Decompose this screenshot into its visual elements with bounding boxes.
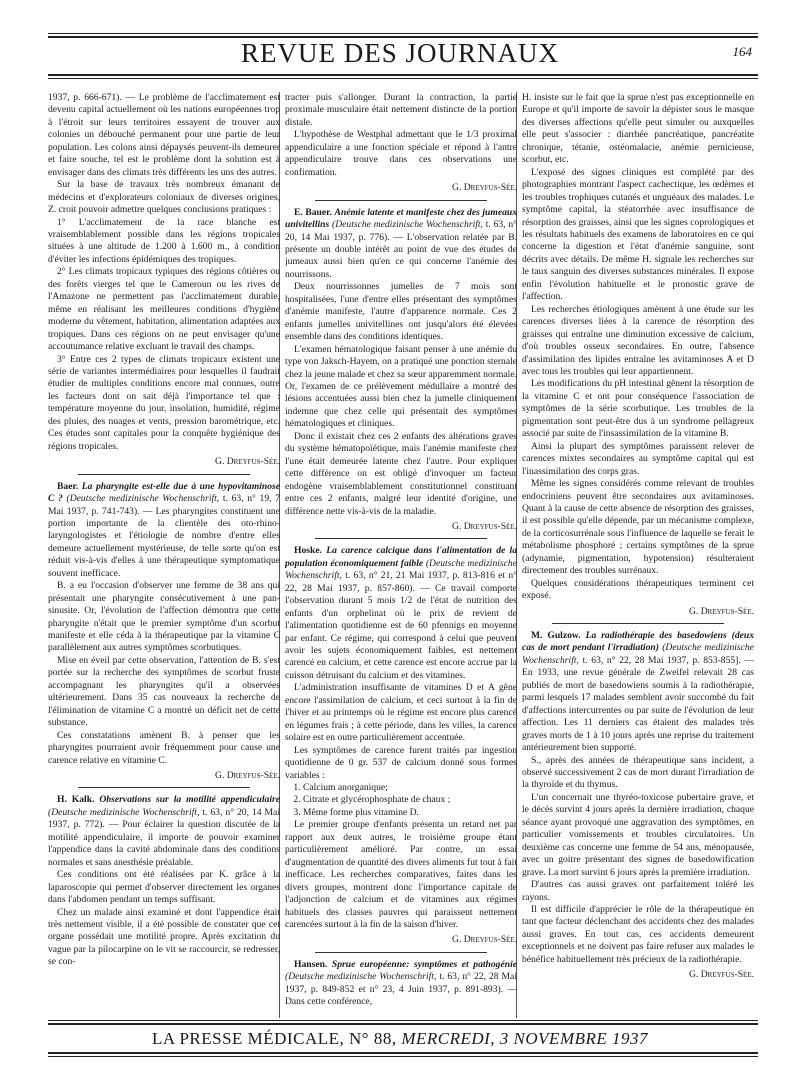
article-reference: t. 63, n° 21, 21 Mai 1937, p. 813-816 et n° 22, 28 Mai 1937, p. 857-860). — Ce travail comporte l'observation durant 5 mois 1/2 de l'état de nutrition des enfants d'un orphelinat où le prix de revient de l'alimentation quotidienne est de 60 pfennigs en moyenne par enfant. Ce régime, qui correspond à celui que peuvent avoir les sujets économiquement faibles, est nettement carencé en calcium, et cette carence est encore accrue par la cuisson détruisant du calcium et des vitamines.	[285, 570, 517, 681]
paragraph: Deux nourrissonnes jumelles de 7 mois sont hospitalisées, l'une d'entre elles présentant des symptômes d'anémie manifeste, l'autre d'apparence normale. Ces 2 enfants jumelles univitellines ont jusqu'alors été élevées ensemble dans des conditions identiques.	[285, 281, 517, 343]
article-title: Anémie latente et manifeste chez des jumeaux univitellins	[285, 206, 517, 231]
author-signature: G. Dreyfus-Sée.	[452, 934, 517, 946]
paragraph: B. a eu l'occasion d'observer une femme de 38 ans qui présentait une pharyngite consécutivement à une pan-sinusite. Or, l'évolution de l'affection démontra que cette pharyngite n'était que le premier symptôme d'un scorbut manifeste et elle céda à la thérapeutique par la vitamine C parallèlement aux autres symptômes scorbutiques.	[48, 580, 280, 654]
paragraph: 1° L'acclimatement de la race blanche est vraisemblablement possible dans les régions tropicales situées à une altitude de 1.200 à 1.600 m., à condition d'éviter les infections épidémiques des tropiques.	[48, 216, 280, 265]
article-title: La carence calcique dans l'alimentation de la population économiquement faible	[285, 545, 517, 569]
bottom-rule-thick	[48, 1052, 758, 1054]
article-author: Hoske.	[294, 545, 322, 557]
article-author: E. Bauer.	[294, 206, 332, 218]
article-separator	[78, 787, 250, 788]
paragraph: 2° Les climats tropicaux typiques des régions côtières ou des forêts vierges tel que le Cameroun ou les rives de l'Amazone ne permettent pas l'acclimatement durable, même en réalisant les meilleures conditions d'hygiène moderne du vêtement, habitation, alimentation adaptées aux tropiques. Dans ces régions on ne peut envisager qu'une accoutumance relative excluant le travail des champs.	[48, 266, 280, 353]
author-signature: G. Dreyfus-Sée.	[689, 605, 754, 617]
article-separator	[552, 623, 724, 624]
paragraph: H. insiste sur le fait que la sprue n'est pas exceptionnelle en Europe et qu'il importe de savoir la dépister sous le masque des diverses affections qu'elle peut simuler ou auxquelles elle peut s'associer : diarrhée pancréatique, pancréatite chronique, tétanie, ostéomalacie, anémie pernicieuse, scorbut, etc.	[522, 92, 754, 166]
article-reference: t. 63, n° 19, 7 Mai 1937, p. 741-743). — Les pharyngites constituent une portion importante de la clientèle des oto-rhino-laryngologistes et l'étiologie de nombre d'entre elles demeure actuellement mystérieuse, de telle sorte qu'on est réduit vis-à-vis d'elles à une thérapeutique symptomatique souvent inefficace.	[48, 493, 280, 579]
footer-date: MERCREDI, 3 NOVEMBRE 1937	[401, 1029, 649, 1048]
paragraph: L'administration insuffisante de vitamines D et A gêne encore l'assimilation de calcium, et ceci surtout à la fin de l'hiver et au printemps où le régime est encore plus carencé en légumes frais ; à cette période, dans les villes, la carence solaire est en outre particulièrement accentuée.	[285, 682, 517, 744]
paragraph: Mise en éveil par cette observation, l'attention de B. s'est portée sur la recherche des symptômes de scorbut fruste accompagnant les pharyngites qu'il a observées ultérieurement. Dans 35 cas nouveaux la recherche de l'élimination de vitamine C a montré un déficit net de cette substance.	[48, 654, 280, 729]
paragraph: Les symptômes de carence furent traités par ingestion quotidienne de 0 gr. 537 de calcium donné sous formes variables :	[285, 744, 517, 781]
paragraph: L'hypothèse de Westphal admettant que le 1/3 proximal appendiculaire a une fonction spéciale et répond à l'antre appendiculaire trouve dans ces observations une confirmation.	[285, 129, 517, 178]
article-header	[285, 959, 517, 1009]
article-header	[285, 545, 517, 682]
masthead-title: REVUE DES JOURNAUX	[240, 38, 559, 68]
list-item: 2. Citrate et glycérophosphate de chaux ;	[303, 794, 517, 806]
paragraph: Le premier groupe d'enfants présenta un retard net par rapport aux deux autres, le troisième groupe étant particulièrement amélioré. Par contre, un essai d'augmentation de quantité des divers aliments fut tout à fait inefficace. Les recherches comparatives, faites dans les divers groupes, montrent donc l'importance capitale de l'adjonction de calcium et de vitamines aux régimes habituels des classes pauvres qui paraissent nettement carencées surtout à la fin de la saison d'hiver.	[285, 819, 517, 930]
article-reference: t. 63, n° 22, 28 Mai 1937, p. 849-852 et n° 23, 4 Juin 1937, p. 891-893). — Dans cette conférence,	[285, 971, 517, 1008]
article-header	[522, 630, 754, 755]
paragraph: 1937, p. 666-671). — Le problème de l'acclimatement est devenu capital actuellement où les nations européennes trop à l'étroit sur leurs territoires essayent de trouver aux colonies un débouché permanent pour une partie de leur population. Les colons ainsi dépaysés peuvent-ils demeurer et faire souche, tel est le problème dont la solution est à envisager dans des climats très différents les uns des autres.	[48, 92, 280, 178]
bottom-rule-thin	[48, 1056, 758, 1057]
paragraph: 3° Entre ces 2 types de climats tropicaux existent une série de variantes intermédiaires pour lesquelles il faudrait étudier de multiples conditions encore mal connues, outre les facteurs dont on sait déjà l'importance tel que : température moyenne du jour, insolation, humidité, régime des pluies, des nuages et vents, pression barométrique, etc. Ces études sont capitales pour la conquête hygiénique des régions tropicales.	[48, 353, 280, 452]
paragraph: Chez un malade ainsi examiné et dont l'appendice était très nettement visible, il a été possible de constater que cet organe possédait une motilité propre. Après excitation du vague par la pilocarpine on le vit se raccourcir, se redresser, se con-	[48, 906, 280, 968]
column-2	[285, 92, 517, 1018]
footer-journal: LA PRESSE MÉDICALE, N° 88,	[151, 1029, 397, 1048]
footer-rule-thin	[48, 1020, 758, 1021]
article-reference: t. 63, n° 20, 14 Mai 1937, p. 776). — L'observation relatée par B. présente un double intérêt au point de vue des études de jumeaux aussi bien qu'en ce qui concerne l'anémie des nourrissons.	[285, 219, 517, 280]
article-separator	[78, 474, 250, 475]
article-journal: (Deutsche medizinische Wochenschrift,	[285, 971, 437, 983]
paragraph: L'exposé des signes cliniques est complété par des photographies montrant l'aspect cachectique, les œdèmes et les troubles trophiques cutanés et unguéaux des malades. Le symptôme capital, la stéatorrhée avec insuffisance de résorption des graisses, ainsi que les signes coprologiques et les résultats habituels des examens de laboratoires en ce qui concerne la digestion et l'état d'anémie sanguine, sont décrits avec détails. De même H. signale les recherches sur le taux sanguin des diverses substances minérales. Il expose enfin l'évolution habituelle et le pronostic grave de l'affection.	[522, 166, 754, 303]
article-journal: (Deutsche medizinische Wochenschrift,	[332, 219, 483, 231]
article-journal: (Deutsche medizinische Wochenschrift,	[48, 806, 200, 818]
article-journal: (Deutsche medizinische Wochenschrift,	[522, 642, 754, 666]
author-signature: G. Dreyfus-Sée.	[689, 969, 754, 981]
author-signature: G. Dreyfus-Sée.	[452, 520, 517, 532]
article-title: Observations sur la motilité appendiculaire	[99, 794, 280, 806]
paragraph: Même les signes considérés comme relevant de troubles endocriniens peuvent être secondaires aux avitaminoses. Quant à la cause de cette absence de résorption des graisses, il est possible qu'elle dépende, par un mécanisme complexe, de la corticosurrénale sous l'influence de laquelle se ferait le métabolisme phosphoré ; certains symptômes de la sprue (adynamie, pigmentation, hypotension) résulteraient directement des troubles surrénaux.	[522, 478, 754, 577]
paragraph: S., après des années de thérapeutique sans incident, a observé successivement 2 cas de mort durant l'irradiation de la thyroïde et du thymus.	[522, 754, 754, 791]
column-1	[48, 92, 280, 1018]
article-title: La pharyngite est-elle due à une hypovitaminose C ?	[48, 480, 280, 505]
footer-line	[0, 1029, 800, 1049]
column-3	[522, 92, 754, 1018]
article-author: M. Gulzow.	[531, 630, 581, 642]
paragraph: Sur la base de travaux très nombreux émanant de médecins et d'explorateurs coloniaux de diverses origines, Z. croit pouvoir admettre quelques conclusions pratiques :	[48, 179, 280, 216]
author-signature: G. Dreyfus-Sée.	[215, 456, 280, 468]
paragraph: L'examen hématologique faisant penser à une anémie du type von Jaksch-Hayem, on a pratiqué une ponction sternale chez la jeune malade et chez sa sœur apparemment normale. Or, l'examen de ce prélèvement médullaire a montré des lésions accentuées aussi bien chez la jumelle cliniquement indemne que chez celle qui présentait des symptômes hématologiques et cliniques.	[285, 343, 517, 430]
page-number: 164	[732, 44, 752, 59]
article-separator	[315, 538, 487, 539]
paragraph: Les modifications du pH intestinal gênent la résorption de la vitamine C et ont pour conséquence l'association de symptômes de la série scorbutique. Les troubles de la pigmentation sont peut-être dus à un syndrome pellagreux associé par suite de l'insassimilation de la vitamine B.	[522, 378, 754, 440]
author-signature: G. Dreyfus-Sée.	[452, 182, 517, 194]
list-item: 3. Même forme plus vitamine D.	[303, 807, 517, 819]
paragraph: Quelques considérations thérapeutiques terminent cet exposé.	[522, 577, 754, 602]
paragraph: tracter puis s'allonger. Durant la contraction, la partie proximale musculaire était nettement distincte de la portion distale.	[285, 92, 517, 128]
paragraph: D'autres cas aussi graves ont parfaitement toléré les rayons.	[522, 879, 754, 903]
paragraph: Il est difficile d'apprécier le rôle de la thérapeutique en tant que facteur déclenchant des accidents chez des malades aussi graves. En tout cas, ces accidents demeurent exceptionnels et ne doivent pas faire refuser aux malades le bénéfice habituellement très précieux de la radiothérapie.	[522, 904, 754, 965]
article-journal: (Deutsche medizinische Wochenschrift,	[66, 493, 220, 505]
header-rule-thick	[48, 74, 758, 76]
author-signature: G. Dreyfus-Sée.	[215, 770, 280, 782]
article-title: La radiothérapie des basedowiens (deux cas de mort pendant l'irradiation)	[522, 630, 754, 654]
article-author: Baer.	[57, 480, 79, 492]
footer-rule-thick	[48, 1023, 758, 1025]
article-separator	[315, 200, 487, 201]
article-author: H. Kalk.	[57, 794, 95, 806]
article-header	[48, 794, 280, 869]
paragraph: Ainsi la plupart des symptômes paraissent relever de carences mixtes secondaires au symptôme capital qui est l'inassimilation des corps gras.	[522, 440, 754, 477]
article-title: Sprue européenne: symptômes et pathogénie	[331, 958, 517, 970]
header-rule-thin	[48, 78, 758, 79]
paragraph: Les recherches étiologiques amènent à une étude sur les carences diverses liées à la carence de résorption des graisses qui entraîne une diminution excessive de calcium, d'où troubles osseux secondaires. En outre, l'absence d'assimilation des lipides entraîne les avitaminoses A et D avec tous les troubles qui leur appartiennent.	[522, 303, 754, 377]
paragraph: Donc il existait chez ces 2 enfants des altérations graves du système hématopoïétique, mais l'anémie manifeste chez l'une était demeurée latente chez l'autre. Pour expliquer cette différence on est obligé d'invoquer un facteur endogène vraisemblablement constitutionnel constituant entre ces 2 enfants, malgré leur identité d'origine, une différence nette vis-à-vis de la maladie.	[285, 430, 517, 517]
article-author: Hansen.	[294, 958, 328, 970]
article-header	[48, 481, 280, 581]
top-rule-thin	[48, 33, 758, 34]
article-header	[285, 207, 517, 282]
numbered-list	[285, 782, 517, 819]
article-reference: t. 63, n° 22, 28 Mai 1937, p. 853-855]. — En 1933, une revue générale de Zweifel relevait 28 cas publiés de mort de basedowiens soumis à la radiothérapie, parmi lesquels 17 malades semblent avoir succombé du fait d'affections intercurrentes ou par suite de l'évolution de leur affection. Les 11 derniers cas étaient des malades très graves morts de 1 à 10 jours après une reprise du traitement antérieurement bien supporté.	[522, 654, 754, 754]
paragraph: Ces conditions ont été réalisées par K. grâce à la laparoscopie qui permet d'observer directement les organes dans l'abdomen pendant un temps suffisant.	[48, 869, 280, 906]
article-reference: t. 63, n° 20, 14 Mai 1937, p. 772). — Pour éclairer la question discutée de la motilité appendiculaire, il importe de pouvoir examiner l'appendice dans la cavité abdominale dans des conditions normales et sans anesthésie préalable.	[48, 806, 280, 868]
paragraph: L'un concernait une thyréo-toxicose pubertaire grave, et le décès survint 4 jours après la dernière irradiation, chaque séance ayant provoqué une aggravation des symptômes, en particulier vomissements et troubles circulatoires. Un deuxième cas concerne une femme de 54 ans, ménopausée, avec un goitre présentant des signes de basedowification grave. La mort survint 6 jours après la première irradiation.	[522, 791, 754, 878]
article-separator	[315, 952, 487, 953]
list-item: 1. Calcium anorganique;	[303, 782, 517, 794]
paragraph: Ces constatations amènent B. à penser que les pharyngites pourraient avoir fréquemment pour cause une carence relative en vitamine C.	[48, 729, 280, 766]
article-journal: (Deutsche medizinische Wochenschrift,	[285, 557, 517, 582]
